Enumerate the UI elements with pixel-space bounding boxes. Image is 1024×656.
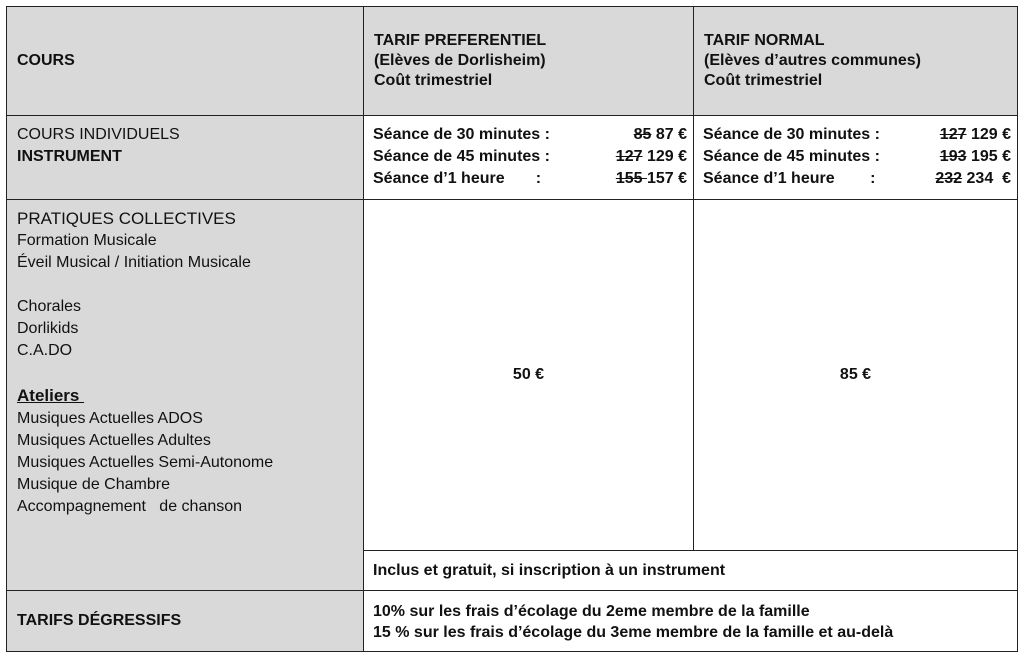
individual-pref-prices (363, 115, 694, 200)
normal-price-row (703, 124, 1011, 146)
included-text: Inclus et gratuit, si inscription à un instrument (373, 561, 726, 579)
collective-pref-price (363, 199, 694, 551)
normal-price-row (703, 146, 1011, 168)
collective-item: Formation Musicale (17, 232, 157, 249)
header-pref-title: TARIF PREFERENTIEL (374, 32, 547, 49)
collective-normal-price (693, 199, 1018, 551)
collective-pref-value: 50 € (512, 366, 545, 383)
degressive-line-2nd: 10% sur les frais d’écolage du 2eme membre de la famille (373, 603, 810, 620)
collective-item: Musique de Chambre (17, 476, 170, 493)
tariff-table (6, 6, 1018, 652)
collective-item: C.A.DO (17, 342, 73, 359)
header-normal-title: TARIF NORMAL (704, 32, 825, 49)
degressive-line-3rd: 15 % sur les frais d’écolage du 3eme membre de la famille et au-delà (373, 624, 894, 641)
pref-30-label: Séance de 30 minutes : (373, 126, 550, 143)
individual-title: COURS INDIVIDUELS (17, 126, 180, 143)
pref-30-old: 85 (633, 126, 652, 143)
normal-60-new: 234 € (966, 170, 1011, 187)
collective-item: Éveil Musical / Initiation Musicale (17, 254, 251, 271)
ateliers-heading: Ateliers (17, 386, 85, 405)
header-pref-cost: Coût trimestriel (374, 72, 493, 89)
normal-45-label: Séance de 45 minutes : (703, 148, 880, 165)
header-normal-subtitle: (Elèves d’autres communes) (704, 52, 921, 69)
degressive-label-cell (6, 590, 364, 652)
pref-60-label: Séance d’1 heure : (373, 170, 542, 187)
pref-price-row (373, 168, 687, 190)
normal-30-label: Séance de 30 minutes : (703, 126, 880, 143)
header-cours (6, 6, 364, 116)
collective-item: Musiques Actuelles ADOS (17, 410, 203, 427)
normal-60-label: Séance d’1 heure : (703, 170, 876, 187)
pref-60-new: 157 € (646, 170, 687, 187)
collective-item: Dorlikids (17, 320, 79, 337)
degressive-label: TARIFS DÉGRESSIFS (17, 612, 182, 629)
normal-60-old: 232 (935, 170, 963, 187)
collective-normal-value: 85 € (839, 366, 872, 383)
header-normal-cost: Coût trimestriel (704, 72, 823, 89)
collective-item: Musiques Actuelles Adultes (17, 432, 211, 449)
collective-course-cell (6, 199, 364, 591)
header-cours-label: COURS (17, 52, 75, 69)
pref-60-old: 155 (615, 170, 647, 187)
header-tarif-preferentiel (363, 6, 694, 116)
individual-course-cell (6, 115, 364, 200)
header-pref-subtitle: (Elèves de Dorlisheim) (374, 52, 546, 69)
normal-30-new: 129 € (970, 126, 1011, 143)
collective-item: Chorales (17, 298, 82, 315)
pref-30-new: 87 € (655, 126, 687, 143)
pref-price-row (373, 146, 687, 168)
pref-price-row (373, 124, 687, 146)
collective-item: Accompagnement de chanson (17, 498, 243, 515)
pref-45-label: Séance de 45 minutes : (373, 148, 550, 165)
degressive-details (363, 590, 1018, 652)
collective-included-note (363, 550, 1018, 591)
normal-price-row (703, 168, 1011, 190)
individual-instrument: INSTRUMENT (17, 148, 122, 165)
header-tarif-normal (693, 6, 1018, 116)
collective-title: PRATIQUES COLLECTIVES (17, 209, 236, 228)
pref-45-old: 127 (615, 148, 643, 165)
pref-45-new: 129 € (646, 148, 687, 165)
normal-45-old: 193 (939, 148, 967, 165)
collective-item: Musiques Actuelles Semi-Autonome (17, 454, 274, 471)
normal-30-old: 127 (939, 126, 967, 143)
normal-45-new: 195 € (970, 148, 1011, 165)
individual-normal-prices (693, 115, 1018, 200)
